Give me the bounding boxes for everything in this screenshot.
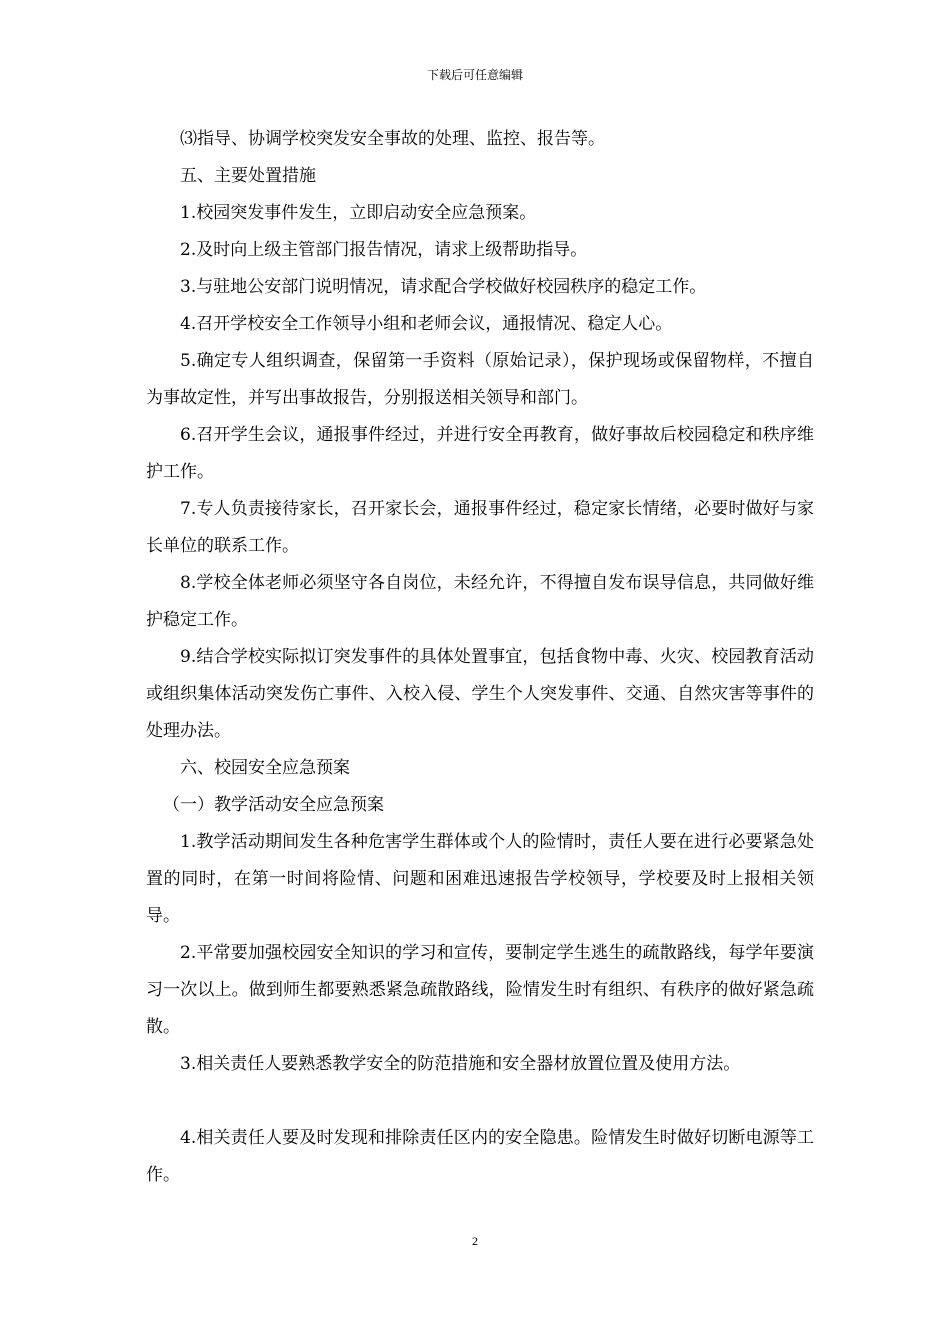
measure-item-2: 2.及时向上级主管部门报告情况，请求上级帮助指导。 xyxy=(180,240,588,260)
measure-item-4: 4.召开学校安全工作领导小组和老师会议，通报情况、稳定人心。 xyxy=(180,314,673,334)
subsection-heading-1: （一）教学活动安全应急预案 xyxy=(163,795,384,815)
document-body xyxy=(146,121,814,1194)
plan-item-1: 1.教学活动期间发生各种危害学生群体或个人的险情时，责任人要在进行必要紧急处置的同时，在第一时间将险情、问题和困难迅速报告学校领导，学校要及时上报相关领导。 xyxy=(146,832,814,926)
plan-item-3: 3.相关责任人要熟悉教学安全的防范措施和安全器材放置位置及使用方法。 xyxy=(180,1054,741,1074)
section-heading-6: 六、校园安全应急预案 xyxy=(180,758,350,778)
paragraph-duty-3: ⑶指导、协调学校突发安全事故的处理、监控、报告等。 xyxy=(180,129,605,149)
measure-item-5: 5.确定专人组织调查，保留第一手资料（原始记录），保护现场或保留物样，不擅自为事故定性，并写出事故报告，分别报送相关领导和部门。 xyxy=(146,351,814,408)
section-heading-5: 五、主要处置措施 xyxy=(180,166,316,186)
measure-item-1: 1.校园突发事件发生，立即启动安全应急预案。 xyxy=(180,203,537,223)
measure-item-3: 3.与驻地公安部门说明情况，请求配合学校做好校园秩序的稳定工作。 xyxy=(180,277,707,297)
plan-item-4: 4.相关责任人要及时发现和排除责任区内的安全隐患。险情发生时做好切断电源等工作。 xyxy=(146,1128,814,1185)
measure-item-7: 7.专人负责接待家长，召开家长会，通报事件经过，稳定家长情绪，必要时做好与家长单位的联系工作。 xyxy=(146,499,814,556)
measure-item-8: 8.学校全体老师必须坚守各自岗位，未经允许，不得擅自发布误导信息，共同做好维护稳定工作。 xyxy=(146,573,814,630)
measure-item-6: 6.召开学生会议，通报事件经过，并进行安全再教育，做好事故后校园稳定和秩序维护工作。 xyxy=(146,425,814,482)
measure-item-9: 9.结合学校实际拟订突发事件的具体处置事宜，包括食物中毒、火灾、校园教育活动或组织集体活动突发伤亡事件、入校入侵、学生个人突发事件、交通、自然灾害等事件的处理办法。 xyxy=(146,647,814,741)
page-header: 下载后可任意编辑 xyxy=(426,68,523,82)
plan-item-2: 2.平常要加强校园安全知识的学习和宣传，要制定学生逃生的疏散路线，每学年要演习一次以上。做到师生都要熟悉紧急疏散路线，险情发生时有组织、有秩序的做好紧急疏散。 xyxy=(146,943,814,1037)
page-number: 2 xyxy=(472,1234,478,1248)
